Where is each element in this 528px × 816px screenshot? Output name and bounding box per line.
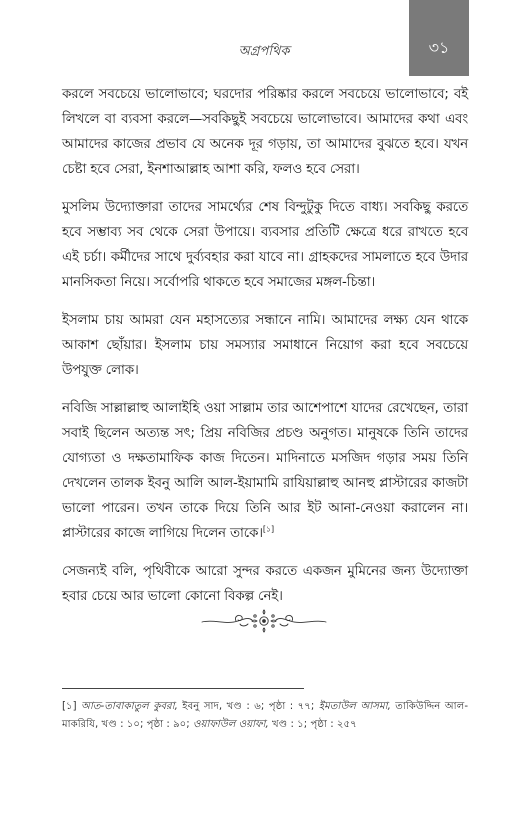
footnote-text-2: তাকিউদ্দিন আল-মাকরিযি, খণ্ড : ১০; পৃষ্ঠা : ৯০; [62,701,469,730]
footnote-text-1: ইবনু সাদ, খণ্ড : ৬; পৃষ্ঠা : ৭৭; [177,701,319,712]
paragraph-4-text: নবিজি সাল্লাল্লাহু আলাইহি ওয়া সাল্লাম তার আশেপাশে যাদের রেখেছেন, তারা সবাই ছিলেন অত্যন্ত সৎ; প্রিয় নবিজির প্রচণ্ড অনুগত। মানুষকে তিনি তাদের যোগ্যতা ও দক্ষতামাফিক কাজ দিতেন। মাদিনাতে মসজিদ গড়ার সময় তিনি দেখলেন তালক ইবনু আলি আল-ইয়ামামি রাযিয়াল্লাহু আনহু প্লাস্টারের কাজটা ভালো পারেন। তখন তাকে দিয়ে তিনি আর ইট আনা-নেওয়া করালেন না। প্লাস্টারের কাজে লাগিয়ে দিলেন তাকে। [62,401,468,541]
paragraph-5: সেজন্যই বলি, পৃথিবীকে আরো সুন্দর করতে একজন মুমিনের জন্য উদ্যোক্তা হবার চেয়ে আর ভালো কোনো বিকল্প নেই। [62,564,468,604]
running-title: অগ্রপথিক [238,44,290,59]
paragraph-1: করলে সবচেয়ে ভালোভাবে; ঘরদোর পরিষ্কার করলে সবচেয়ে ভালোভাবে; বই লিখলে বা ব্যবসা করলে—সবকিছুই সবচেয়ে ভালোভাবে। আমাদের কথা এবং আমাদের কাজের প্রভাব যে অনেক দূর গড়ায়, তা আমাদের বুঝতে হবে। যখন চেষ্টা হবে সেরা, ইনশাআল্লাহ আশা করি, ফলও হবে সেরা। [62,87,468,177]
page-number [409,0,469,76]
paragraph-3: ইসলাম চায় আমরা যেন মহাসত্যের সন্ধানে নামি। আমাদের লক্ষ্য যেন থাকে আকাশ ছোঁয়ার। ইসলাম চায় সমস্যার সমাধানে নিয়োগ করা হবে সবচেয়ে উপযুক্ত লোক। [62,313,468,378]
footnote-divider [62,688,304,689]
footnote [62,698,468,734]
paragraph-2: মুসলিম উদ্যোক্তারা তাদের সামর্থ্যের শেষ বিন্দুটুকু দিতে বাধ্য। সবকিছু করতে হবে সম্ভাব্য সব থেকে সেরা উপায়ে। ব্যবসার প্রতিটি ক্ষেত্রে ধরে রাখতে হবে এই চর্চা। কর্মীদের সাথে দুর্ব্যবহার করা যাবে না। গ্রাহকদের সামলাতে হবে উদার মানসিকতা নিয়ে। সর্বোপরি থাকতে হবে সমাজের মঙ্গল-চিন্তা। [62,200,468,290]
footnote-book-1: আত-তাবাকাতুল কুবরা, [81,701,178,712]
page-number-label: ৩১ [428,38,450,57]
paragraph-4 [62,396,468,546]
floral-divider-icon [196,608,332,634]
footnote-reference[interactable]: [১] [262,524,275,534]
footnote-book-3: ওয়াফাউল ওয়াফা, [192,719,269,730]
footnote-book-2: ইমতাউল আসমা, [318,701,391,712]
footnote-marker: [১] [62,701,77,712]
body-text [62,82,468,622]
footnote-text-3: খণ্ড : ১; পৃষ্ঠা : ২৫৭ [268,719,357,730]
